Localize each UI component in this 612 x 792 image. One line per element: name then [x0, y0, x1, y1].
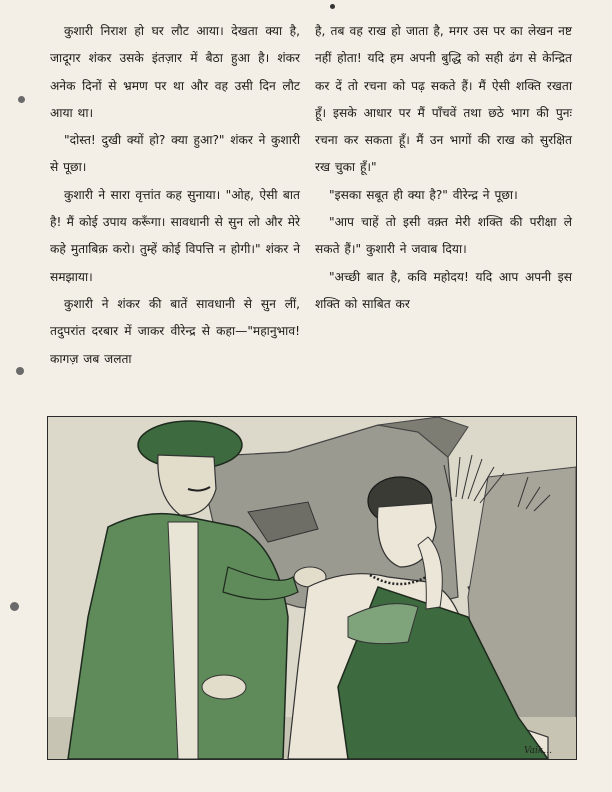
- paragraph: कुशारी ने सारा वृत्तांत कह सुनाया। "ओह, ऐसी बात है! मैं कोई उपाय करूँगा। सावधानी से सुन लो और मेरे कहे मुताबिक़ करो। तुम्हें कोई विपत्ति न होगी।" शंकर ने समझाया।: [50, 187, 300, 284]
- paragraph: "अच्छी बात है, कवि महोदय! यदि आप अपनी इस शक्ति को साबित कर: [315, 269, 572, 311]
- left-text-column: [50, 18, 300, 373]
- binding-hole-top: [18, 96, 25, 103]
- binding-hole-bottom: [10, 602, 19, 611]
- paragraph: "दोस्त! दुखी क्यों हो? क्या हुआ?" शंकर ने कुशारी से पूछा।: [50, 133, 300, 175]
- paragraph: कुशारी निराश हो घर लौट आया। देखता क्या है, जादूगर शंकर उसके इंतज़ार में बैठा हुआ है। शंकर अनेक दिनों से भ्रमण पर था और वह उसी दिन लौट आया था।: [50, 24, 300, 120]
- right-text-column: [315, 18, 572, 318]
- binding-hole-middle: [16, 367, 24, 375]
- illustration-drawing: [48, 417, 576, 759]
- artist-signature: Vaik...: [524, 746, 552, 756]
- ink-speck: [330, 4, 335, 9]
- story-illustration: [47, 416, 577, 760]
- paragraph: "इसका सबूत ही क्या है?" वीरेन्द्र ने पूछा।: [329, 187, 518, 202]
- paragraph: "आप चाहें तो इसी वक़्त मेरी शक्ति की परीक्षा ले सकते हैं।" कुशारी ने जवाब दिया।: [315, 215, 572, 257]
- paragraph: कुशारी ने शंकर की बातें सावधानी से सुन लीं, तदुपरांत दरबार में जाकर वीरेन्द्र से कहा—"महानुभाव! कागज़ जब जलता: [50, 296, 300, 366]
- paragraph: है, तब वह राख हो जाता है, मगर उस पर का लेखन नष्ट नहीं होता! यदि हम अपनी बुद्धि को सही ढंग से केन्द्रित कर दें तो रचना को पढ़ सकते हैं। मैं ऐसी शक्ति रखता हूँ। इसके आधार पर मैं पाँचवें तथा छठे भाग की पुनः रचना कर सकता हूँ। मैं उन भागों की राख को सुरक्षित रख चुका हूँ।": [315, 24, 572, 175]
